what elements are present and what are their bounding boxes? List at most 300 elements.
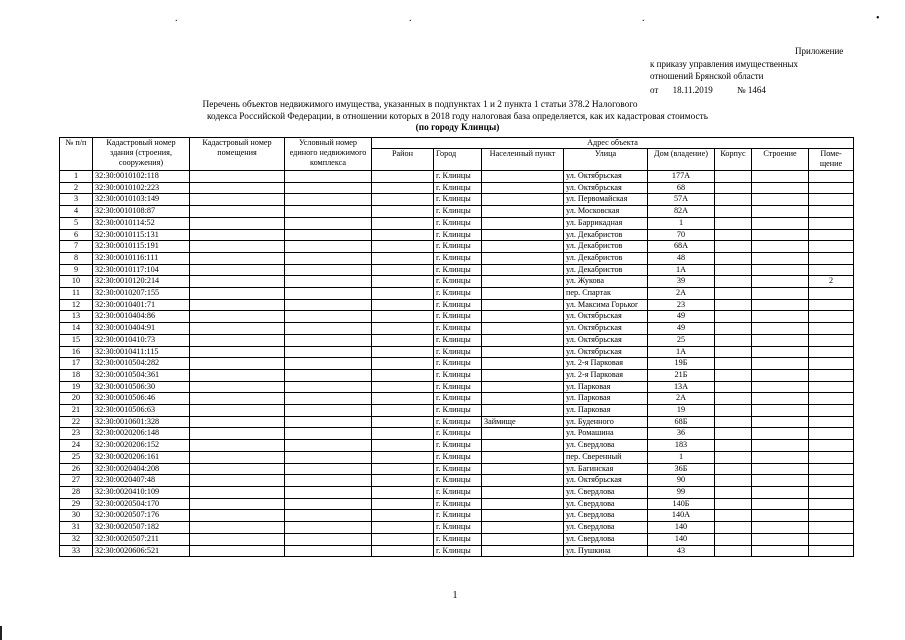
table-row	[60, 206, 854, 218]
structure-cell	[752, 311, 809, 323]
structure-cell	[752, 533, 809, 545]
building-cadastral-cell: 32:30:0010115:131	[93, 229, 190, 241]
street-cell: ул. Свердлова	[564, 510, 648, 522]
district-cell	[372, 206, 434, 218]
scan-dot: •	[876, 13, 880, 24]
complex-number-cell	[285, 510, 372, 522]
corpus-cell	[715, 451, 752, 463]
district-cell	[372, 475, 434, 487]
building-cadastral-cell: 32:30:0020206:161	[93, 451, 190, 463]
scan-dot: .	[642, 13, 645, 24]
building-cadastral-cell: 32:30:0010504:282	[93, 358, 190, 370]
building-cadastral-cell: 32:30:0010506:30	[93, 381, 190, 393]
building-cadastral-cell: 32:30:0020407:48	[93, 475, 190, 487]
city-cell: г. Клинцы	[434, 206, 482, 218]
city-cell: г. Клинцы	[434, 428, 482, 440]
room-cadastral-cell	[190, 545, 285, 557]
property-register-table	[59, 137, 854, 557]
corpus-cell	[715, 241, 752, 253]
room-cadastral-cell	[190, 416, 285, 428]
street-cell: ул. Октябрьская	[564, 182, 648, 194]
city-cell: г. Клинцы	[434, 440, 482, 452]
street-cell: ул. Московская	[564, 206, 648, 218]
table-row	[60, 252, 854, 264]
room-cadastral-cell	[190, 393, 285, 405]
room-cadastral-cell	[190, 369, 285, 381]
structure-cell	[752, 545, 809, 557]
district-cell	[372, 533, 434, 545]
structure-cell	[752, 217, 809, 229]
premises-cell	[809, 323, 854, 335]
row-number: 10	[60, 276, 93, 288]
header-corpus: Корпус	[715, 148, 752, 170]
house-cell: 19Б	[648, 358, 715, 370]
header-room-cadastral: Кадастровый номер помещения	[190, 138, 285, 171]
structure-cell	[752, 522, 809, 534]
corpus-cell	[715, 369, 752, 381]
row-number: 8	[60, 252, 93, 264]
room-cadastral-cell	[190, 381, 285, 393]
settlement-cell	[482, 486, 564, 498]
city-cell: г. Клинцы	[434, 475, 482, 487]
district-cell	[372, 440, 434, 452]
room-cadastral-cell	[190, 264, 285, 276]
complex-number-cell	[285, 451, 372, 463]
city-cell: г. Клинцы	[434, 358, 482, 370]
room-cadastral-cell	[190, 299, 285, 311]
street-cell: ул. Жукова	[564, 276, 648, 288]
corpus-cell	[715, 206, 752, 218]
settlement-cell	[482, 299, 564, 311]
corpus-cell	[715, 522, 752, 534]
row-number: 5	[60, 217, 93, 229]
settlement-cell	[482, 451, 564, 463]
table-row	[60, 182, 854, 194]
building-cadastral-cell: 32:30:0010506:46	[93, 393, 190, 405]
room-cadastral-cell	[190, 486, 285, 498]
settlement-cell	[482, 463, 564, 475]
city-cell: г. Клинцы	[434, 369, 482, 381]
complex-number-cell	[285, 264, 372, 276]
premises-cell	[809, 358, 854, 370]
row-number: 16	[60, 346, 93, 358]
premises-cell	[809, 510, 854, 522]
street-cell: ул. Парковая	[564, 405, 648, 417]
settlement-cell	[482, 533, 564, 545]
premises-cell	[809, 405, 854, 417]
table-row	[60, 299, 854, 311]
premises-cell	[809, 393, 854, 405]
row-number: 22	[60, 416, 93, 428]
table-row	[60, 323, 854, 335]
city-cell: г. Клинцы	[434, 545, 482, 557]
table-row	[60, 334, 854, 346]
premises-cell	[809, 498, 854, 510]
street-cell: ул. Ромашина	[564, 428, 648, 440]
street-cell: пер. Спартак	[564, 288, 648, 300]
table-row	[60, 451, 854, 463]
city-cell: г. Клинцы	[434, 323, 482, 335]
structure-cell	[752, 510, 809, 522]
row-number: 4	[60, 206, 93, 218]
structure-cell	[752, 451, 809, 463]
settlement-cell	[482, 346, 564, 358]
house-cell: 82А	[648, 206, 715, 218]
row-number: 7	[60, 241, 93, 253]
structure-cell	[752, 416, 809, 428]
structure-cell	[752, 182, 809, 194]
table-row	[60, 381, 854, 393]
street-cell: ул. Свердлова	[564, 440, 648, 452]
table-row	[60, 346, 854, 358]
settlement-cell	[482, 428, 564, 440]
table-row	[60, 533, 854, 545]
page-number: 1	[452, 590, 458, 601]
settlement-cell	[482, 206, 564, 218]
corpus-cell	[715, 299, 752, 311]
building-cadastral-cell: 32:30:0010401:71	[93, 299, 190, 311]
row-number: 14	[60, 323, 93, 335]
table-row	[60, 241, 854, 253]
building-cadastral-cell: 32:30:0020507:182	[93, 522, 190, 534]
row-number: 19	[60, 381, 93, 393]
row-number: 30	[60, 510, 93, 522]
settlement-cell	[482, 276, 564, 288]
premises-cell	[809, 381, 854, 393]
street-cell: ул. Октябрьская	[564, 334, 648, 346]
corpus-cell	[715, 545, 752, 557]
structure-cell	[752, 264, 809, 276]
complex-number-cell	[285, 393, 372, 405]
corpus-cell	[715, 264, 752, 276]
table-row	[60, 405, 854, 417]
corpus-cell	[715, 510, 752, 522]
street-cell: ул. Декабристов	[564, 241, 648, 253]
building-cadastral-cell: 32:30:0010504:361	[93, 369, 190, 381]
structure-cell	[752, 299, 809, 311]
complex-number-cell	[285, 475, 372, 487]
header-structure: Строение	[752, 148, 809, 170]
settlement-cell	[482, 217, 564, 229]
house-cell: 49	[648, 311, 715, 323]
corpus-cell	[715, 229, 752, 241]
building-cadastral-cell: 32:30:0010120:214	[93, 276, 190, 288]
structure-cell	[752, 428, 809, 440]
city-cell: г. Клинцы	[434, 486, 482, 498]
premises-cell	[809, 428, 854, 440]
structure-cell	[752, 206, 809, 218]
district-cell	[372, 522, 434, 534]
table-row	[60, 510, 854, 522]
complex-number-cell	[285, 323, 372, 335]
settlement-cell	[482, 510, 564, 522]
house-cell: 36	[648, 428, 715, 440]
street-cell: ул. Пушкина	[564, 545, 648, 557]
room-cadastral-cell	[190, 522, 285, 534]
building-cadastral-cell: 32:30:0020606:521	[93, 545, 190, 557]
room-cadastral-cell	[190, 440, 285, 452]
row-number: 24	[60, 440, 93, 452]
complex-number-cell	[285, 381, 372, 393]
corpus-cell	[715, 276, 752, 288]
premises-cell	[809, 346, 854, 358]
corpus-cell	[715, 194, 752, 206]
district-cell	[372, 323, 434, 335]
settlement-cell	[482, 381, 564, 393]
row-number: 32	[60, 533, 93, 545]
settlement-cell	[482, 393, 564, 405]
room-cadastral-cell	[190, 533, 285, 545]
premises-cell	[809, 475, 854, 487]
city-cell: г. Клинцы	[434, 510, 482, 522]
house-cell: 68	[648, 182, 715, 194]
appendix-line-2: к приказу управления имущественных	[650, 59, 799, 69]
room-cadastral-cell	[190, 323, 285, 335]
district-cell	[372, 311, 434, 323]
district-cell	[372, 545, 434, 557]
table-row	[60, 428, 854, 440]
district-cell	[372, 334, 434, 346]
corpus-cell	[715, 182, 752, 194]
city-cell: г. Клинцы	[434, 498, 482, 510]
complex-number-cell	[285, 463, 372, 475]
district-cell	[372, 194, 434, 206]
row-number: 11	[60, 288, 93, 300]
house-cell: 68А	[648, 241, 715, 253]
room-cadastral-cell	[190, 217, 285, 229]
table-row	[60, 171, 854, 183]
premises-cell	[809, 440, 854, 452]
district-cell	[372, 428, 434, 440]
corpus-cell	[715, 288, 752, 300]
structure-cell	[752, 288, 809, 300]
room-cadastral-cell	[190, 206, 285, 218]
street-cell: ул. Парковая	[564, 381, 648, 393]
street-cell: ул. Свердлова	[564, 486, 648, 498]
settlement-cell	[482, 498, 564, 510]
structure-cell	[752, 358, 809, 370]
city-cell: г. Клинцы	[434, 182, 482, 194]
house-cell: 70	[648, 229, 715, 241]
house-cell: 13А	[648, 381, 715, 393]
district-cell	[372, 405, 434, 417]
table-row	[60, 194, 854, 206]
corpus-cell	[715, 475, 752, 487]
corpus-cell	[715, 217, 752, 229]
room-cadastral-cell	[190, 475, 285, 487]
building-cadastral-cell: 32:30:0010108:87	[93, 206, 190, 218]
corpus-cell	[715, 486, 752, 498]
corpus-cell	[715, 381, 752, 393]
premises-cell	[809, 182, 854, 194]
premises-cell	[809, 206, 854, 218]
premises-cell	[809, 299, 854, 311]
room-cadastral-cell	[190, 334, 285, 346]
settlement-cell	[482, 171, 564, 183]
city-cell: г. Клинцы	[434, 533, 482, 545]
complex-number-cell	[285, 522, 372, 534]
street-cell: ул. Первомайская	[564, 194, 648, 206]
premises-cell	[809, 486, 854, 498]
settlement-cell	[482, 334, 564, 346]
structure-cell	[752, 463, 809, 475]
room-cadastral-cell	[190, 311, 285, 323]
house-cell: 1	[648, 217, 715, 229]
premises-cell	[809, 241, 854, 253]
city-cell: г. Клинцы	[434, 252, 482, 264]
room-cadastral-cell	[190, 358, 285, 370]
scan-dot: .	[409, 13, 412, 24]
table-row	[60, 393, 854, 405]
house-cell: 90	[648, 475, 715, 487]
street-cell: ул. Максима Горькоr	[564, 299, 648, 311]
room-cadastral-cell	[190, 194, 285, 206]
complex-number-cell	[285, 182, 372, 194]
city-cell: г. Клинцы	[434, 311, 482, 323]
street-cell: ул. Свердлова	[564, 533, 648, 545]
district-cell	[372, 358, 434, 370]
building-cadastral-cell: 32:30:0020507:211	[93, 533, 190, 545]
row-number: 21	[60, 405, 93, 417]
complex-number-cell	[285, 405, 372, 417]
settlement-cell	[482, 405, 564, 417]
complex-number-cell	[285, 428, 372, 440]
house-cell: 99	[648, 486, 715, 498]
street-cell: ул. Свердлова	[564, 498, 648, 510]
house-cell: 1А	[648, 346, 715, 358]
house-cell: 49	[648, 323, 715, 335]
structure-cell	[752, 498, 809, 510]
complex-number-cell	[285, 545, 372, 557]
street-cell: ул. Буденного	[564, 416, 648, 428]
complex-number-cell	[285, 206, 372, 218]
row-number: 6	[60, 229, 93, 241]
street-cell: ул. Багинская	[564, 463, 648, 475]
table-row	[60, 276, 854, 288]
structure-cell	[752, 475, 809, 487]
structure-cell	[752, 393, 809, 405]
house-cell: 1	[648, 451, 715, 463]
room-cadastral-cell	[190, 252, 285, 264]
street-cell: ул. 2-я Парковая	[564, 358, 648, 370]
building-cadastral-cell: 32:30:0010506:63	[93, 405, 190, 417]
house-cell: 21Б	[648, 369, 715, 381]
room-cadastral-cell	[190, 241, 285, 253]
room-cadastral-cell	[190, 498, 285, 510]
building-cadastral-cell: 32:30:0020504:170	[93, 498, 190, 510]
house-cell: 36Б	[648, 463, 715, 475]
city-cell: г. Клинцы	[434, 334, 482, 346]
room-cadastral-cell	[190, 510, 285, 522]
structure-cell	[752, 276, 809, 288]
district-cell	[372, 346, 434, 358]
appendix-date: 18.11.2019	[672, 85, 713, 95]
table-row	[60, 545, 854, 557]
street-cell: ул. Парковая	[564, 393, 648, 405]
structure-cell	[752, 194, 809, 206]
structure-cell	[752, 369, 809, 381]
header-district: Район	[372, 148, 434, 170]
district-cell	[372, 182, 434, 194]
complex-number-cell	[285, 416, 372, 428]
header-settlement: Населенный пункт	[482, 148, 564, 170]
house-cell: 140А	[648, 510, 715, 522]
settlement-cell	[482, 229, 564, 241]
street-cell: ул. 2-я Парковая	[564, 369, 648, 381]
city-cell: г. Клинцы	[434, 288, 482, 300]
table-row	[60, 288, 854, 300]
city-cell: г. Клинцы	[434, 241, 482, 253]
structure-cell	[752, 334, 809, 346]
premises-cell	[809, 229, 854, 241]
premises-cell	[809, 252, 854, 264]
table-header-row	[60, 138, 854, 149]
header-house: Дом (владение)	[648, 148, 715, 170]
city-cell: г. Клинцы	[434, 171, 482, 183]
district-cell	[372, 252, 434, 264]
building-cadastral-cell: 32:30:0010117:104	[93, 264, 190, 276]
appendix-order-line	[650, 85, 766, 96]
settlement-cell: Займище	[482, 416, 564, 428]
corpus-cell	[715, 533, 752, 545]
complex-number-cell	[285, 241, 372, 253]
premises-cell	[809, 311, 854, 323]
building-cadastral-cell: 32:30:0020507:176	[93, 510, 190, 522]
row-number: 20	[60, 393, 93, 405]
table-row	[60, 486, 854, 498]
premises-cell	[809, 545, 854, 557]
city-cell: г. Клинцы	[434, 522, 482, 534]
table-row	[60, 475, 854, 487]
district-cell	[372, 276, 434, 288]
building-cadastral-cell: 32:30:0020404:208	[93, 463, 190, 475]
complex-number-cell	[285, 498, 372, 510]
table-row	[60, 498, 854, 510]
corpus-cell	[715, 171, 752, 183]
header-address: Адрес объекта	[372, 138, 854, 149]
scan-dot: .	[175, 13, 178, 24]
settlement-cell	[482, 545, 564, 557]
house-cell: 25	[648, 334, 715, 346]
corpus-cell	[715, 358, 752, 370]
room-cadastral-cell	[190, 182, 285, 194]
building-cadastral-cell: 32:30:0010102:223	[93, 182, 190, 194]
city-cell: г. Клинцы	[434, 276, 482, 288]
corpus-cell	[715, 405, 752, 417]
corpus-cell	[715, 416, 752, 428]
document-subtitle: (по городу Клинцы)	[415, 123, 500, 133]
city-cell: г. Клинцы	[434, 405, 482, 417]
complex-number-cell	[285, 229, 372, 241]
street-cell: ул. Декабристов	[564, 264, 648, 276]
street-cell: ул. Октябрьская	[564, 311, 648, 323]
house-cell: 43	[648, 545, 715, 557]
complex-number-cell	[285, 533, 372, 545]
district-cell	[372, 241, 434, 253]
district-cell	[372, 229, 434, 241]
building-cadastral-cell: 32:30:0010115:191	[93, 241, 190, 253]
street-cell: ул. Свердлова	[564, 522, 648, 534]
house-cell: 140Б	[648, 498, 715, 510]
complex-number-cell	[285, 486, 372, 498]
house-cell: 2А	[648, 288, 715, 300]
district-cell	[372, 416, 434, 428]
structure-cell	[752, 405, 809, 417]
room-cadastral-cell	[190, 171, 285, 183]
premises-cell	[809, 194, 854, 206]
street-cell: ул. Октябрьская	[564, 346, 648, 358]
building-cadastral-cell: 32:30:0020206:152	[93, 440, 190, 452]
